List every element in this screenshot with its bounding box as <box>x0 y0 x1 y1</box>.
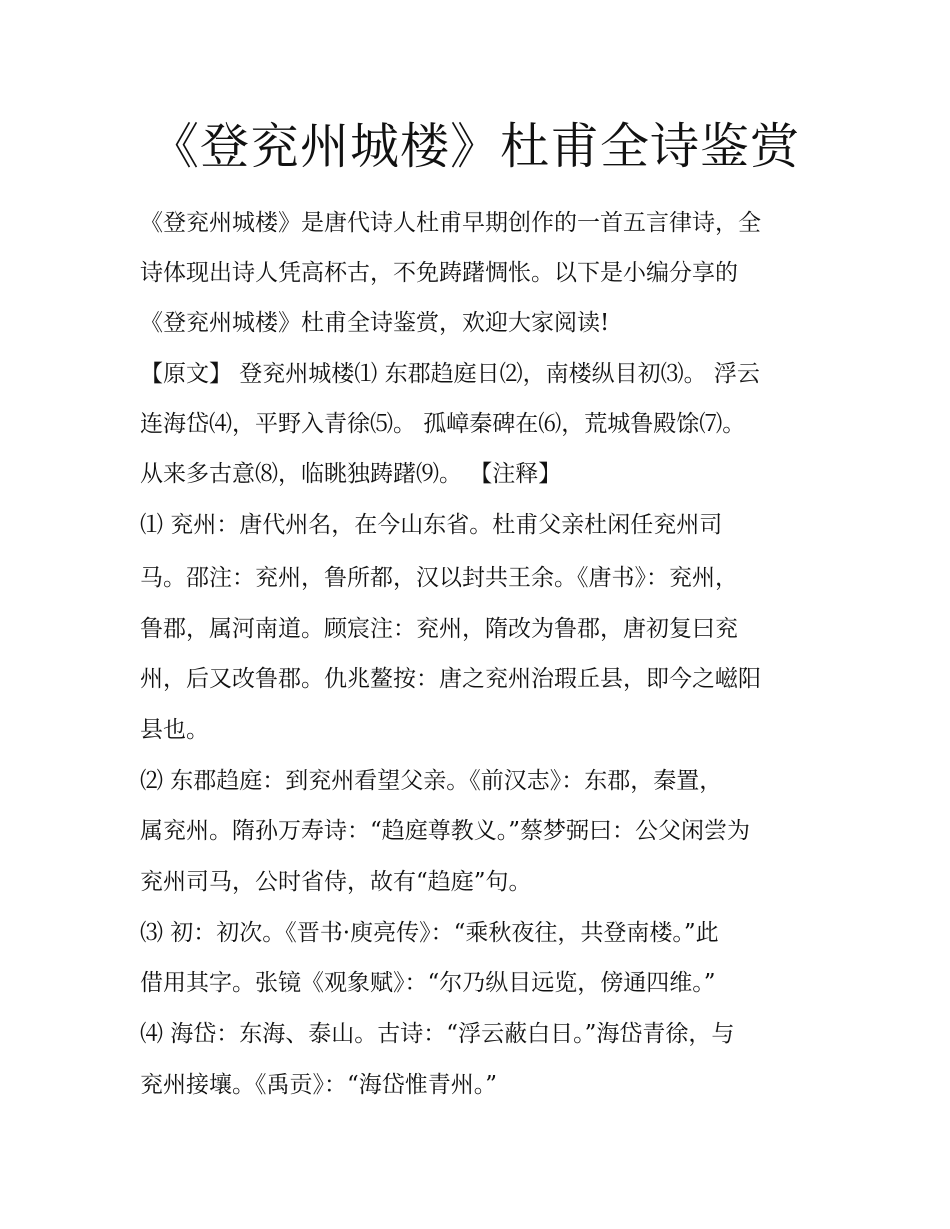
text-line: 属兖州。隋孙万寿诗：“趋庭尊教义。”蔡梦弼曰：公父闲尝为 <box>140 818 751 844</box>
text-line: 兖州司马，公时省侍，故有“趋庭”句。 <box>140 869 532 895</box>
text-line: 《登兖州城楼》杜甫全诗鉴赏，欢迎大家阅读! <box>140 310 610 336</box>
text-line: ⑷ 海岱：东海、泰山。古诗：“浮云蔽白日。”海岱青徐，与 <box>140 1021 735 1047</box>
text-line: 《登兖州城楼》是唐代诗人杜甫早期创作的一首五言律诗，全 <box>140 210 761 236</box>
text-line: ⑴ 兖州：唐代州名，在今山东省。杜甫父亲杜闲任兖州司 <box>140 512 723 538</box>
text-line: 马。邵注：兖州，鲁所都，汉以封共王余。《唐书》：兖州， <box>140 565 738 591</box>
text-line: 从来多古意⑻，临眺独踌躇⑼。 【注释】 <box>140 461 562 487</box>
text-line: 【原文】 登兖州城楼⑴ 东郡趋庭日⑵，南楼纵目初⑶。 浮云 <box>140 361 760 387</box>
text-line: ⑵ 东郡趋庭：到兖州看望父亲。《前汉志》：东郡，秦置， <box>140 768 723 794</box>
text-line: 连海岱⑷，平野入青徐⑸。 孤嶂秦碑在⑹，荒城鲁殿馀⑺。 <box>140 411 746 437</box>
text-line: 州，后又改鲁郡。仇兆鳌按：唐之兖州治瑕丘县，即今之嵫阳 <box>140 666 761 692</box>
text-line: 兖州接壤。《禹贡》：“海岱惟青州。” <box>140 1072 498 1098</box>
text-line: ⑶ 初：初次。《晋书·庾亮传》：“乘秋夜往，共登南楼。”此 <box>140 920 719 946</box>
text-line: 鲁郡，属河南道。顾宸注：兖州，隋改为鲁郡，唐初复曰兖 <box>140 616 738 642</box>
document-title: 《登兖州城楼》杜甫全诗鉴赏 <box>149 118 800 175</box>
text-line: 诗体现出诗人凭高杯古，不免踌躇惆怅。以下是小编分享的 <box>140 260 738 286</box>
text-line: 县也。 <box>140 717 209 743</box>
text-line: 借用其字。张镜《观象赋》：“尔乃纵目远览，傍通四维。” <box>140 970 716 996</box>
